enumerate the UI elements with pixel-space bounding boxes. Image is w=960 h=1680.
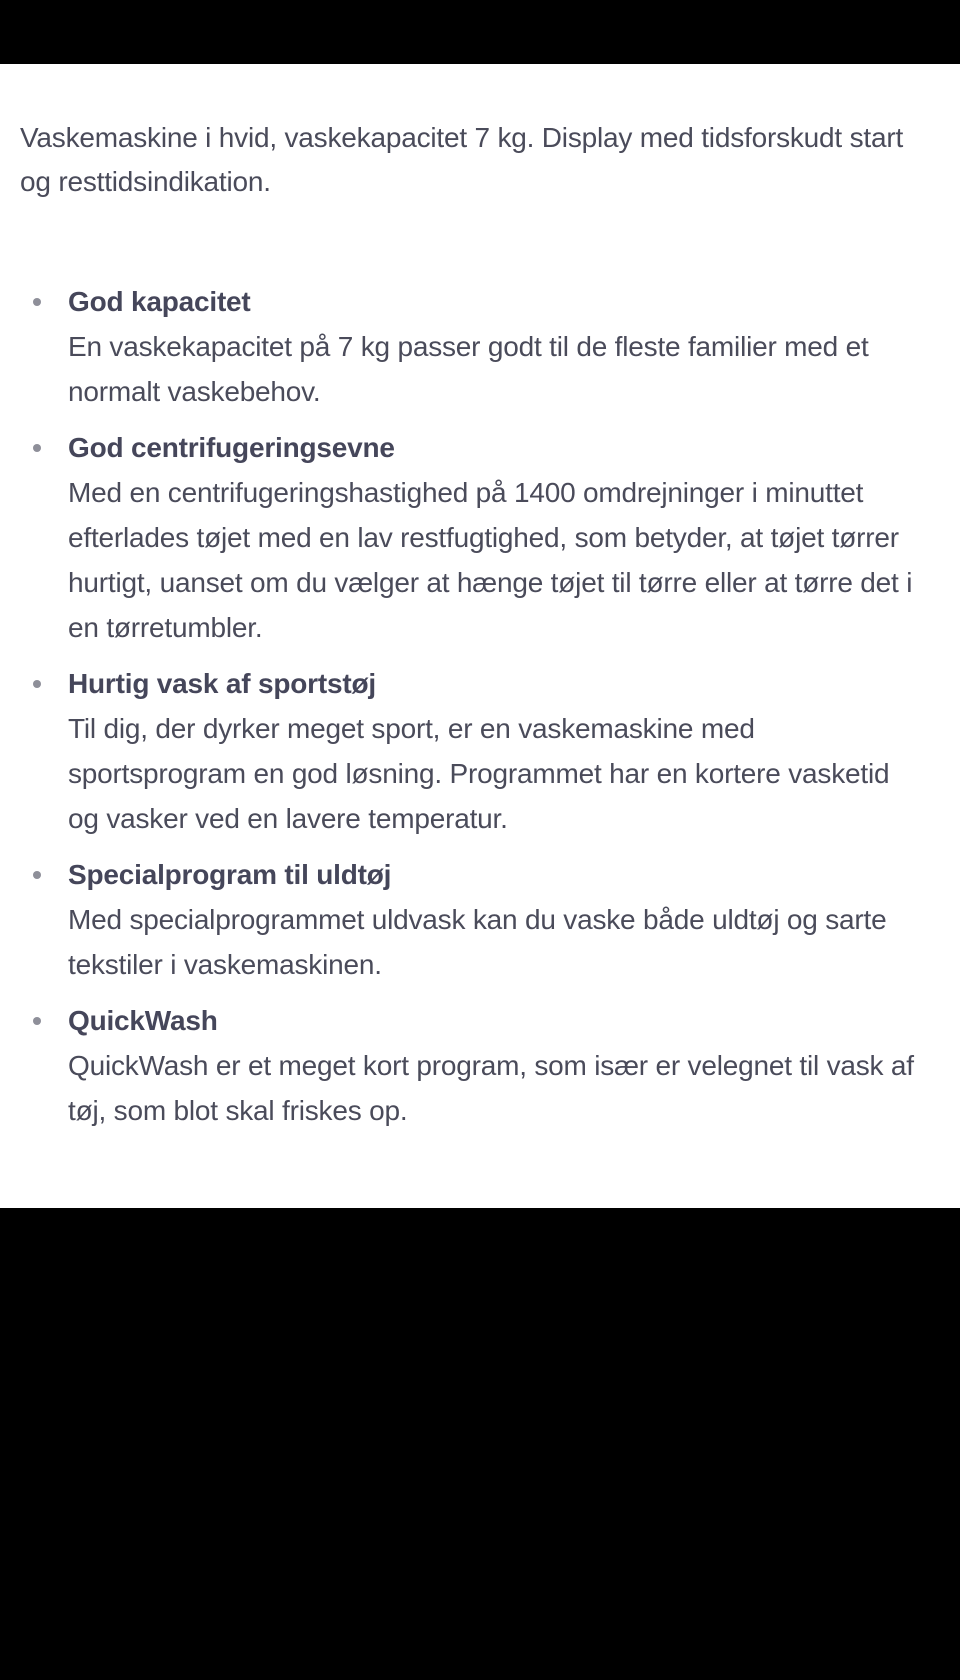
feature-item-spin <box>20 426 920 650</box>
feature-list <box>20 280 920 1133</box>
feature-description: En vaskekapacitet på 7 kg passer godt til de fleste familier med et normalt vaskebehov. <box>68 331 869 407</box>
feature-description: Til dig, der dyrker meget sport, er en vaskemaskine med sportsprogram en god løsning. Programmet har en kortere vasketid og vasker ved en lavere temperatur. <box>68 713 890 834</box>
feature-description: Med en centrifugeringshastighed på 1400 omdrejninger i minuttet efterlades tøjet med en lav restfugtighed, som betyder, at tøjet tørrer hurtigt, uanset om du vælger at hænge tøjet til tørre eller at tørre det i en tørretumbler. <box>68 477 913 643</box>
feature-title: Specialprogram til uldtøj <box>68 859 392 890</box>
product-description-panel <box>0 64 960 1208</box>
feature-title: God centrifugeringsevne <box>68 432 395 463</box>
feature-item-capacity <box>20 280 920 414</box>
feature-description: Med specialprogrammet uldvask kan du vaske både uldtøj og sarte tekstiler i vaskemaskinen. <box>68 904 887 980</box>
bullet-icon <box>33 444 41 452</box>
bullet-icon <box>33 298 41 306</box>
feature-title: God kapacitet <box>68 286 251 317</box>
feature-title: QuickWash <box>68 1005 218 1036</box>
bottom-black-area <box>0 1208 960 1680</box>
bullet-icon <box>33 1017 41 1025</box>
bullet-icon <box>33 871 41 879</box>
feature-title: Hurtig vask af sportstøj <box>68 668 376 699</box>
bullet-icon <box>33 680 41 688</box>
feature-description: QuickWash er et meget kort program, som især er velegnet til vask af tøj, som blot skal friskes op. <box>68 1050 914 1126</box>
feature-item-quickwash <box>20 999 920 1133</box>
feature-item-sport <box>20 662 920 841</box>
product-intro: Vaskemaskine i hvid, vaskekapacitet 7 kg. Display med tidsforskudt start og resttidsindikation. <box>20 122 904 197</box>
top-black-bar <box>0 0 960 64</box>
feature-item-wool <box>20 853 920 987</box>
